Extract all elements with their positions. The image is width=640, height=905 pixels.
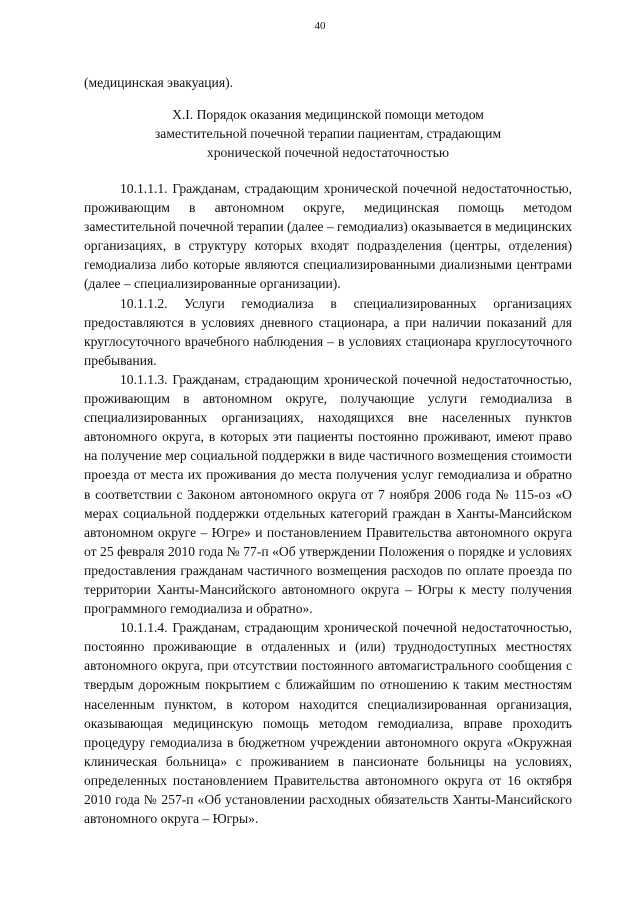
- paragraph-10-1-1-4: 10.1.1.4. Гражданам, страдающим хронической почечной недостаточностью, постоянно проживающие в отдаленных и (или) труднодоступных местностях автономного округа, при отсутствии постоянного автомагистрального сообщения с твердым дорожным покрытием с ближайшим по отношению к таким местностям населенным пунктом, в котором находится специализированная организация, оказывающая медицинскую помощь методом гемодиализа, вправе проходить процедуру гемодиализа в бюджетном учреждении автономного округа «Окружная клиническая больница» с проживанием в пансионате больницы на условиях, определенных постановлением Правительства автономного округа от 16 октября 2010 года № 257-п «Об установлении расходных обязательств Ханты-Мансийского автономного округа – Югры».: [84, 620, 572, 827]
- paragraph-10-1-1-3: 10.1.1.3. Гражданам, страдающим хронической почечной недостаточностью, проживающим в автономном округе, получающие услуги гемодиализа в специализированных организациях, находящихся вне населенных пунктов автономного округа, в которых эти пациенты постоянно проживают, имеют право на получение мер социальной поддержки в виде частичного возмещения стоимости проезда от места их проживания до места получения услуг гемодиализа и обратно в соответствии с Законом автономного округа от 7 ноября 2006 года № 115-оз «О мерах социальной поддержки отдельных категорий граждан в Ханты-Мансийском автономном округе – Югре» и постановлением Правительства автономного округа от 25 февраля 2010 года № 77-п «Об утверждении Положения о порядке и условиях предоставления гражданам частичного возмещения расходов по оплате проезда по территории Ханты-Мансийского автономного округа – Югры к месту получения программного гемодиализа и обратно».: [84, 371, 572, 617]
- section-heading-line: заместительной почечной терапии пациентам, страдающим: [154, 126, 502, 141]
- section-heading-line: X.I. Порядок оказания медицинской помощи методом: [172, 107, 484, 122]
- paragraph-10-1-1-2: 10.1.1.2. Услуги гемодиализа в специализированных организациях предоставляются в условиях дневного стационара, а при наличии показаний для круглосуточного врачебного наблюдения – в условиях стационара круглосуточного пребывания.: [84, 295, 572, 368]
- document-body: [84, 74, 572, 828]
- section-heading-line: хронической почечной недостаточностью: [206, 145, 450, 160]
- paragraph-10-1-1-1: 10.1.1.1. Гражданам, страдающим хронической почечной недостаточностью, проживающим в автономном округе, медицинская помощь методом заместительной почечной терапии (далее – гемодиализ) оказывается в медицинских организациях, в структуру которых входят подразделения (центры, отделения) гемодиализа либо которые являются специализированными диализными центрами (далее – специализированные организации).: [84, 181, 573, 292]
- section-heading: [84, 105, 572, 162]
- intro-line: (медицинская эвакуация).: [84, 75, 234, 90]
- page-number: 40: [314, 20, 326, 32]
